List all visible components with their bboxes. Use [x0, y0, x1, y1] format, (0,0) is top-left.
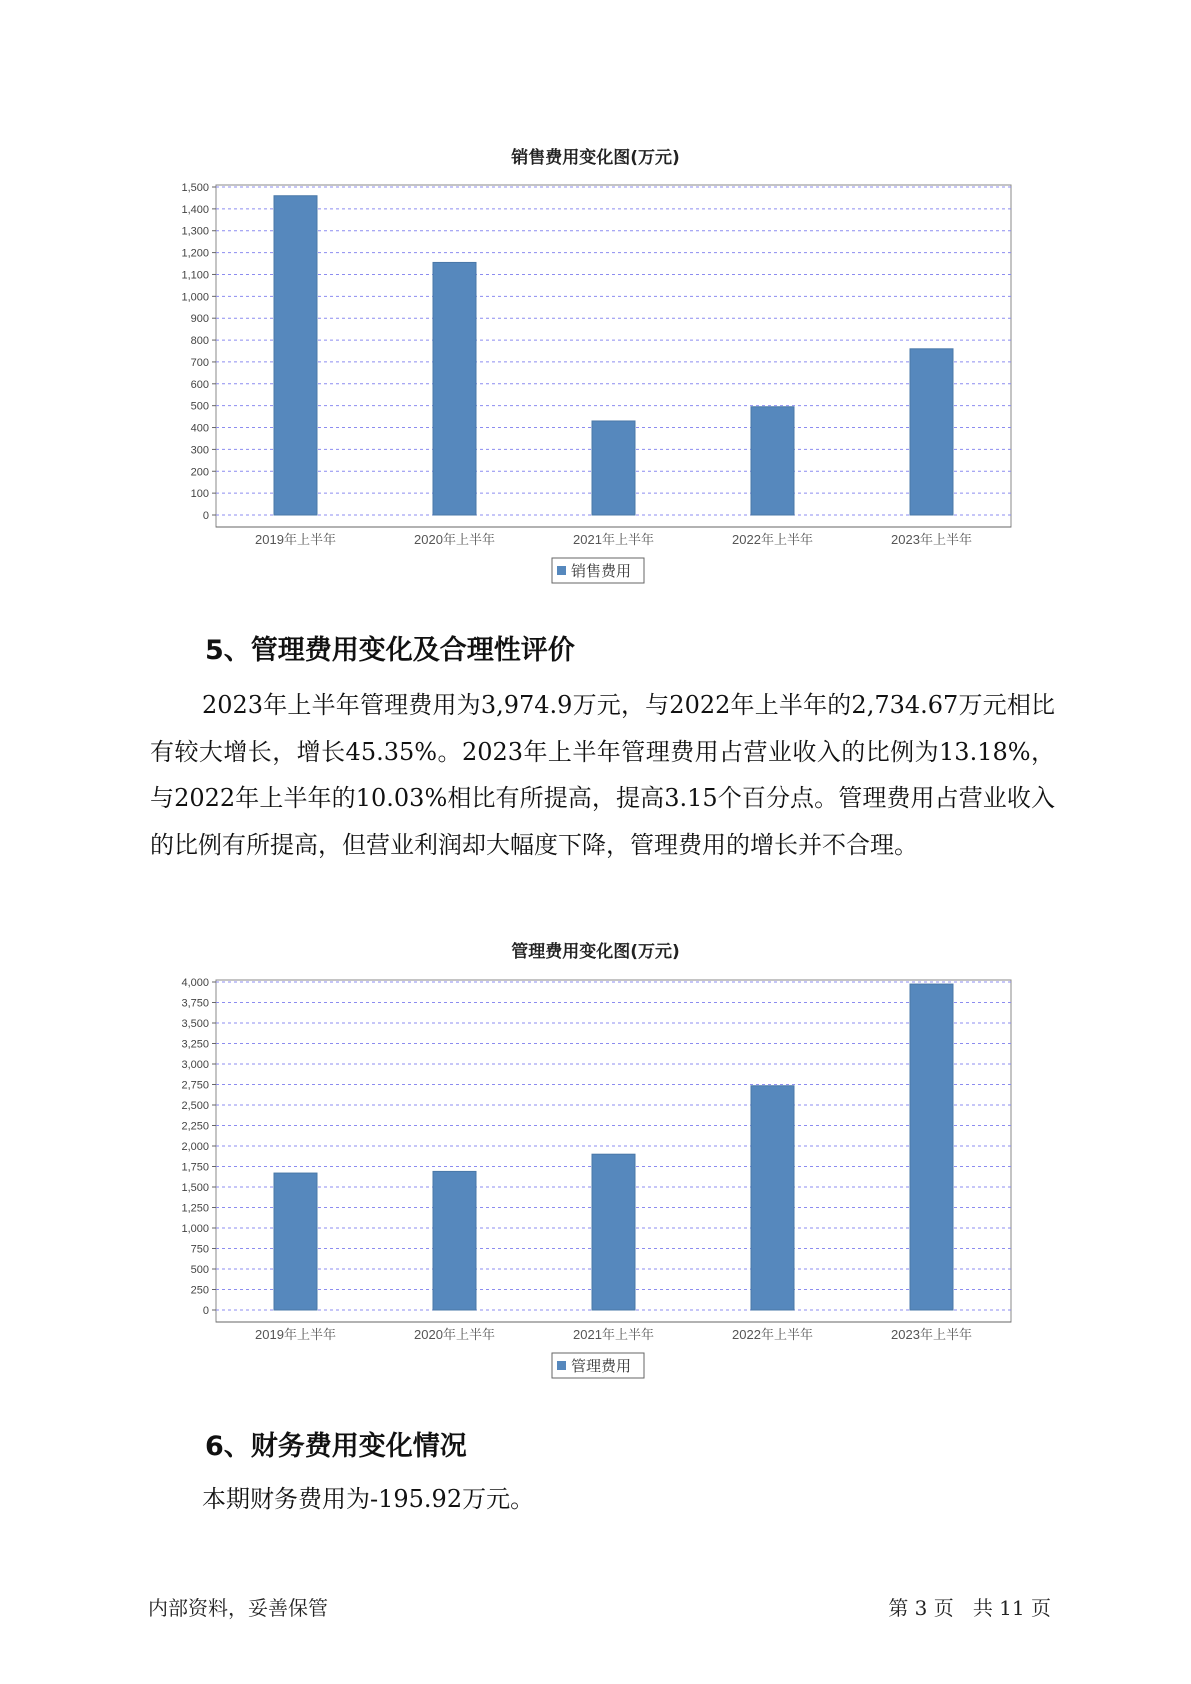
- y-tick-label: 1,000: [181, 291, 209, 304]
- y-tick-label: 2,250: [181, 1120, 209, 1133]
- y-tick-label: 500: [190, 400, 209, 413]
- y-tick-label: 2,500: [181, 1100, 209, 1112]
- y-tick-label: 3,000: [181, 1059, 209, 1071]
- y-tick-label: 3,750: [181, 997, 209, 1010]
- y-tick-label: 750: [190, 1243, 209, 1256]
- y-tick-label: 1,500: [181, 182, 209, 194]
- y-tick-label: 900: [190, 313, 209, 326]
- bar: [592, 1154, 635, 1310]
- bar: [433, 1171, 476, 1310]
- x-tick-label: 2019年上半年: [255, 1327, 336, 1342]
- y-tick-label: 3,250: [181, 1038, 209, 1051]
- footer-page-number: 第 3 页 共 11 页: [888, 1596, 1051, 1620]
- y-tick-label: 1,000: [181, 1223, 209, 1235]
- x-tick-label: 2023年上半年: [891, 1327, 972, 1342]
- y-tick-label: 0: [202, 1305, 209, 1317]
- bar: [751, 1086, 794, 1310]
- y-tick-label: 1,750: [181, 1161, 209, 1174]
- x-tick-label: 2023年上半年: [891, 532, 972, 547]
- legend-swatch: [557, 1361, 566, 1370]
- y-tick-label: 2,000: [181, 1141, 209, 1153]
- x-tick-label: 2021年上半年: [573, 532, 654, 547]
- sales-expense-chart: [0, 180, 1191, 590]
- y-tick-label: 250: [190, 1284, 209, 1297]
- chart1-title: 销售费用变化图(万元): [511, 148, 680, 168]
- y-tick-label: 1,200: [181, 247, 209, 260]
- y-tick-label: 1,400: [181, 203, 209, 216]
- admin-expense-chart: [0, 975, 1191, 1385]
- y-tick-label: 400: [190, 422, 209, 435]
- y-tick-label: 0: [202, 510, 209, 522]
- bar: [274, 196, 317, 515]
- bar: [433, 262, 476, 515]
- section6-paragraph: 本期财务费用为-195.92万元。: [202, 1485, 535, 1513]
- x-tick-label: 2022年上半年: [732, 1327, 813, 1342]
- y-tick-label: 800: [190, 335, 209, 348]
- x-tick-label: 2021年上半年: [573, 1327, 654, 1342]
- bar: [751, 407, 794, 515]
- y-tick-label: 1,250: [181, 1202, 209, 1215]
- y-tick-label: 1,100: [181, 269, 209, 282]
- bar: [274, 1173, 317, 1310]
- bar: [910, 984, 953, 1310]
- y-tick-label: 600: [190, 378, 209, 391]
- x-tick-label: 2020年上半年: [414, 1327, 495, 1342]
- y-tick-label: 100: [190, 488, 209, 501]
- y-tick-label: 2,750: [181, 1079, 209, 1092]
- chart2-title: 管理费用变化图(万元): [511, 942, 680, 962]
- x-tick-label: 2022年上半年: [732, 532, 813, 547]
- legend-label: 销售费用: [571, 563, 632, 580]
- y-tick-label: 300: [190, 444, 209, 457]
- y-tick-label: 500: [190, 1264, 209, 1276]
- footer-left: 内部资料，妥善保管: [148, 1596, 328, 1620]
- y-tick-label: 4,000: [181, 977, 209, 989]
- y-tick-label: 700: [190, 356, 209, 369]
- x-tick-label: 2020年上半年: [414, 532, 495, 547]
- section6-heading: 6、财务费用变化情况: [205, 1431, 467, 1462]
- section5-heading: 5、管理费用变化及合理性评价: [205, 635, 575, 666]
- y-tick-label: 1,500: [181, 1182, 209, 1194]
- bar: [910, 349, 953, 515]
- bar: [592, 421, 635, 515]
- section5-paragraph: 2023年上半年管理费用为3,974.9万元，与2022年上半年的2,734.67万元相比有较大增长，增长45.35%。2023年上半年管理费用占营业收入的比例为13.18%，与2022年上半年的10.03%相比有所提高，提高3.15个百分点。管理费用占营业收入的比例有所提高，但营业利润却大幅度下降，管理费用的增长并不合理。: [150, 691, 1055, 859]
- y-tick-label: 1,300: [181, 225, 209, 238]
- y-tick-label: 200: [190, 466, 209, 479]
- x-tick-label: 2019年上半年: [255, 532, 336, 547]
- legend-swatch: [557, 566, 566, 575]
- y-tick-label: 3,500: [181, 1018, 209, 1030]
- legend-label: 管理费用: [571, 1358, 632, 1375]
